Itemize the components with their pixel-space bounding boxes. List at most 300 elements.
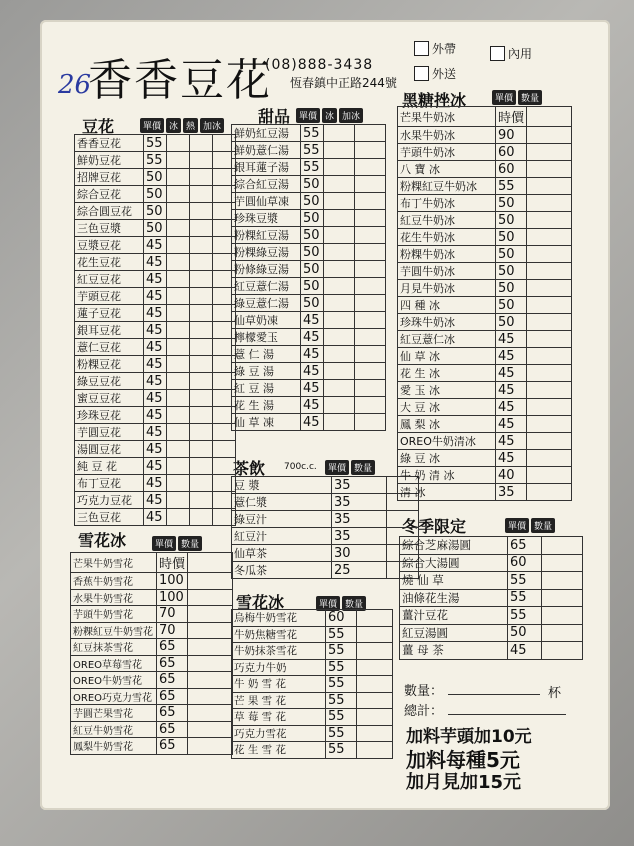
item-name: 香蕉牛奶雪花 [71, 573, 157, 590]
order-cell[interactable] [527, 433, 572, 450]
item-price: 50 [144, 169, 167, 186]
item-price: 65 [157, 721, 188, 738]
item-name: 紅豆汁 [232, 528, 332, 545]
item-price: 65 [157, 688, 188, 705]
order-cell[interactable] [167, 509, 190, 526]
item-price: 50 [301, 261, 324, 278]
order-cell[interactable] [190, 271, 213, 288]
item-name: 薏仁漿 [232, 494, 332, 511]
item-name: 純 豆 花 [75, 458, 144, 475]
item-price: 50 [301, 193, 324, 210]
item-price: 45 [496, 365, 527, 382]
item-name: 清 冰 [398, 484, 496, 501]
delivery-option[interactable]: 外送 [414, 65, 456, 82]
item-name: 巧克力豆花 [75, 492, 144, 509]
order-cell[interactable] [167, 152, 190, 169]
item-price: 60 [496, 144, 527, 161]
order-cell[interactable] [190, 186, 213, 203]
snow-left-title: 雪花冰 [78, 531, 127, 550]
order-cell[interactable] [527, 314, 572, 331]
order-cell[interactable] [527, 365, 572, 382]
item-name: 烏梅牛奶雪花 [232, 610, 326, 627]
order-cell[interactable] [190, 424, 213, 441]
item-name: 綜合圓豆花 [75, 203, 144, 220]
item-name: 紅豆湯圓 [400, 624, 508, 642]
item-name: 紅豆豆花 [75, 271, 144, 288]
order-cell[interactable] [324, 193, 355, 210]
item-price: 45 [144, 475, 167, 492]
item-price: 45 [301, 346, 324, 363]
item-price: 55 [326, 676, 357, 693]
snow-mid-title: 雪花冰 [236, 593, 285, 612]
brown-sugar-row [398, 399, 572, 416]
order-cell[interactable] [527, 229, 572, 246]
item-name: OREO巧克力雪花 [71, 688, 157, 705]
order-cell[interactable] [167, 305, 190, 322]
item-name: 綜合大湯圓 [400, 554, 508, 572]
order-cell[interactable] [188, 573, 233, 590]
item-name: 芋圓芒果雪花 [71, 705, 157, 722]
item-name: 鮮奶薏仁湯 [232, 142, 301, 159]
drinks-unit: 700c.c. [284, 462, 317, 472]
order-cell[interactable] [324, 176, 355, 193]
item-price: 50 [301, 176, 324, 193]
item-price: 45 [496, 348, 527, 365]
order-cell[interactable] [190, 135, 213, 152]
order-cell[interactable] [357, 676, 393, 693]
item-name: 鮮奶豆花 [75, 152, 144, 169]
order-cell[interactable] [167, 169, 190, 186]
item-price: 55 [508, 589, 542, 607]
order-cell[interactable] [188, 721, 233, 738]
drinks-table [231, 476, 419, 579]
item-name: 香香豆花 [75, 135, 144, 152]
item-name: 巧克力牛奶 [232, 659, 326, 676]
order-cell[interactable] [355, 227, 386, 244]
order-cell[interactable] [324, 312, 355, 329]
douhua-headers: 單價 冰 熱 加冰 [140, 118, 224, 133]
total-line [448, 714, 566, 715]
item-price: 50 [496, 314, 527, 331]
order-cell[interactable] [188, 655, 233, 672]
snow-left-row [71, 655, 233, 672]
item-name: 珍珠豆漿 [232, 210, 301, 227]
handwritten-number: 26 [58, 70, 92, 100]
dessert-row [232, 295, 386, 312]
order-cell[interactable] [324, 346, 355, 363]
item-name: 珍珠豆花 [75, 407, 144, 424]
order-cell[interactable] [190, 288, 213, 305]
item-price: 55 [144, 135, 167, 152]
douhua-row [75, 237, 236, 254]
item-price: 45 [496, 382, 527, 399]
item-price: 45 [496, 331, 527, 348]
brown-sugar-row [398, 246, 572, 263]
order-cell[interactable] [167, 390, 190, 407]
order-cell[interactable] [188, 688, 233, 705]
douhua-row [75, 254, 236, 271]
item-name: 牛 奶 雪 花 [232, 676, 326, 693]
douhua-row [75, 458, 236, 475]
order-cell[interactable] [527, 297, 572, 314]
item-price: 50 [496, 229, 527, 246]
dine-in-checkbox[interactable] [490, 46, 505, 61]
order-cell[interactable] [527, 484, 572, 501]
order-cell[interactable] [188, 589, 233, 606]
order-cell[interactable] [190, 220, 213, 237]
drinks-row [232, 511, 419, 528]
order-cell[interactable] [324, 159, 355, 176]
order-cell[interactable] [527, 280, 572, 297]
order-cell[interactable] [355, 329, 386, 346]
order-cell[interactable] [324, 210, 355, 227]
dessert-headers: 單價 冰 加冰 [296, 108, 363, 123]
item-name: 芋圓豆花 [75, 424, 144, 441]
order-cell[interactable] [188, 672, 233, 689]
item-price: 45 [144, 509, 167, 526]
note-topping: 加料每種5元 [406, 748, 520, 772]
item-name: 豆 漿 [232, 477, 332, 494]
snow-left-table [70, 552, 233, 755]
item-price: 60 [508, 554, 542, 572]
order-cell[interactable] [355, 176, 386, 193]
item-price: 50 [301, 210, 324, 227]
item-price: 45 [144, 288, 167, 305]
order-cell[interactable] [527, 144, 572, 161]
item-name: 豆漿豆花 [75, 237, 144, 254]
quantity-line [448, 694, 540, 695]
order-cell[interactable] [527, 331, 572, 348]
brown-sugar-row [398, 314, 572, 331]
order-cell[interactable] [190, 203, 213, 220]
order-cell[interactable] [190, 407, 213, 424]
item-name: OREO牛奶清冰 [398, 433, 496, 450]
drinks-row [232, 494, 419, 511]
order-cell[interactable] [167, 203, 190, 220]
order-cell[interactable] [355, 125, 386, 142]
order-cell[interactable] [527, 161, 572, 178]
douhua-row [75, 169, 236, 186]
order-cell[interactable] [188, 738, 233, 755]
item-price: 65 [157, 705, 188, 722]
order-cell[interactable] [355, 397, 386, 414]
item-name: 紅 豆 湯 [232, 380, 301, 397]
order-cell[interactable] [188, 705, 233, 722]
item-name: 綠 豆 冰 [398, 450, 496, 467]
order-cell[interactable] [357, 692, 393, 709]
dessert-row [232, 312, 386, 329]
item-price: 35 [496, 484, 527, 501]
brown-sugar-row [398, 348, 572, 365]
item-name: 水果牛奶冰 [398, 127, 496, 144]
order-cell[interactable] [167, 373, 190, 390]
order-cell[interactable] [167, 475, 190, 492]
order-cell[interactable] [190, 373, 213, 390]
order-cell[interactable] [527, 416, 572, 433]
order-cell[interactable] [167, 288, 190, 305]
drinks-row [232, 528, 419, 545]
order-cell[interactable] [188, 606, 233, 623]
order-cell[interactable] [355, 210, 386, 227]
order-cell[interactable] [167, 339, 190, 356]
order-cell[interactable] [527, 263, 572, 280]
item-name: OREO草莓雪花 [71, 655, 157, 672]
order-cell[interactable] [357, 709, 393, 726]
brown-sugar-row [398, 107, 572, 127]
order-cell[interactable] [324, 295, 355, 312]
order-cell[interactable] [167, 220, 190, 237]
order-cell[interactable] [355, 312, 386, 329]
order-cell[interactable] [190, 305, 213, 322]
item-price: 45 [144, 356, 167, 373]
douhua-row [75, 186, 236, 203]
delivery-checkbox[interactable] [414, 66, 429, 81]
drinks-row [232, 477, 419, 494]
order-cell[interactable] [167, 135, 190, 152]
item-name: 花生牛奶冰 [398, 229, 496, 246]
item-price: 65 [508, 537, 542, 555]
order-cell[interactable] [542, 537, 583, 555]
item-price: 45 [144, 492, 167, 509]
order-cell[interactable] [190, 356, 213, 373]
order-cell[interactable] [324, 227, 355, 244]
order-cell[interactable] [387, 511, 419, 528]
item-price: 65 [157, 738, 188, 755]
item-name: 鮮奶紅豆湯 [232, 125, 301, 142]
dessert-table [231, 124, 386, 431]
item-price: 45 [301, 414, 324, 431]
order-cell[interactable] [190, 509, 213, 526]
item-name: 布丁豆花 [75, 475, 144, 492]
brown-sugar-row [398, 382, 572, 399]
order-cell[interactable] [190, 254, 213, 271]
order-cell[interactable] [542, 572, 583, 590]
order-cell[interactable] [355, 278, 386, 295]
order-cell[interactable] [527, 107, 572, 127]
order-cell[interactable] [190, 441, 213, 458]
item-name: 月見牛奶冰 [398, 280, 496, 297]
item-name: 粉粿紅豆牛奶冰 [398, 178, 496, 195]
brown-sugar-row [398, 280, 572, 297]
winter-row [400, 537, 583, 555]
winter-row [400, 572, 583, 590]
order-cell[interactable] [355, 380, 386, 397]
order-cell[interactable] [167, 407, 190, 424]
douhua-row [75, 390, 236, 407]
item-name: 花 生 冰 [398, 365, 496, 382]
order-cell[interactable] [355, 159, 386, 176]
item-name: 巧克力雪花 [232, 725, 326, 742]
order-cell[interactable] [167, 492, 190, 509]
snow-mid-row [232, 742, 393, 759]
item-name: 花生豆花 [75, 254, 144, 271]
order-cell[interactable] [188, 553, 233, 573]
item-price: 45 [144, 424, 167, 441]
order-cell[interactable] [324, 244, 355, 261]
order-cell[interactable] [527, 348, 572, 365]
order-cell[interactable] [324, 414, 355, 431]
order-cell[interactable] [527, 195, 572, 212]
brown-sugar-row [398, 365, 572, 382]
order-cell[interactable] [190, 458, 213, 475]
order-cell[interactable] [190, 237, 213, 254]
item-price: 50 [301, 227, 324, 244]
order-cell[interactable] [357, 643, 393, 660]
order-cell[interactable] [357, 725, 393, 742]
order-cell[interactable] [542, 642, 583, 660]
dessert-row [232, 329, 386, 346]
snow-mid-row [232, 725, 393, 742]
item-price: 50 [508, 624, 542, 642]
item-name: 薑汁豆花 [400, 607, 508, 625]
order-cell[interactable] [167, 271, 190, 288]
order-cell[interactable] [542, 624, 583, 642]
douhua-row [75, 271, 236, 288]
order-cell[interactable] [527, 178, 572, 195]
item-price: 45 [144, 441, 167, 458]
item-price: 45 [144, 254, 167, 271]
order-cell[interactable] [324, 397, 355, 414]
order-cell[interactable] [167, 424, 190, 441]
douhua-row [75, 135, 236, 152]
item-price: 45 [301, 380, 324, 397]
item-name: 芋圓牛奶冰 [398, 263, 496, 280]
item-price: 45 [144, 322, 167, 339]
order-cell[interactable] [324, 329, 355, 346]
item-price: 50 [301, 295, 324, 312]
item-name: 牛奶抹茶雪花 [232, 643, 326, 660]
item-price: 45 [301, 397, 324, 414]
item-name: 薑 母 茶 [400, 642, 508, 660]
order-cell[interactable] [324, 278, 355, 295]
order-cell[interactable] [542, 607, 583, 625]
item-price: 45 [301, 312, 324, 329]
order-cell[interactable] [190, 152, 213, 169]
item-name: 紅豆牛奶雪花 [71, 721, 157, 738]
douhua-row [75, 492, 236, 509]
brown-sugar-row [398, 127, 572, 144]
item-price: 55 [301, 159, 324, 176]
item-price: 55 [301, 142, 324, 159]
snow-left-row [71, 688, 233, 705]
item-name: 冬瓜茶 [232, 562, 332, 579]
order-cell[interactable] [188, 639, 233, 656]
order-cell[interactable] [355, 193, 386, 210]
item-name: 鳳 梨 冰 [398, 416, 496, 433]
order-cell[interactable] [527, 246, 572, 263]
order-cell[interactable] [357, 626, 393, 643]
dessert-row [232, 278, 386, 295]
order-cell[interactable] [355, 142, 386, 159]
order-cell[interactable] [527, 450, 572, 467]
item-name: 綜合紅豆湯 [232, 176, 301, 193]
item-price: 55 [144, 152, 167, 169]
order-cell[interactable] [357, 659, 393, 676]
snow-mid-row [232, 676, 393, 693]
order-cell[interactable] [357, 742, 393, 759]
order-cell[interactable] [324, 261, 355, 278]
order-cell[interactable] [167, 441, 190, 458]
order-cell[interactable] [190, 492, 213, 509]
item-name: 仙 草 凍 [232, 414, 301, 431]
order-cell[interactable] [167, 356, 190, 373]
takeout-checkbox[interactable] [414, 41, 429, 56]
winter-row [400, 642, 583, 660]
order-cell[interactable] [188, 622, 233, 639]
winter-headers: 單價 數量 [505, 518, 555, 533]
item-name: 三色豆漿 [75, 220, 144, 237]
order-cell[interactable] [190, 339, 213, 356]
order-cell[interactable] [167, 254, 190, 271]
item-price: 70 [157, 622, 188, 639]
order-cell[interactable] [167, 186, 190, 203]
order-cell[interactable] [213, 458, 236, 475]
order-cell[interactable] [357, 610, 393, 627]
order-cell[interactable] [527, 212, 572, 229]
order-cell[interactable] [324, 125, 355, 142]
douhua-row [75, 373, 236, 390]
item-name: 牛 奶 清 冰 [398, 467, 496, 484]
item-name: 湯圓豆花 [75, 441, 144, 458]
douhua-row [75, 220, 236, 237]
order-cell[interactable] [355, 363, 386, 380]
order-cell[interactable] [167, 322, 190, 339]
snow-mid-row [232, 659, 393, 676]
item-name: 牛奶焦糖雪花 [232, 626, 326, 643]
dessert-row [232, 142, 386, 159]
winter-row [400, 624, 583, 642]
order-cell[interactable] [355, 414, 386, 431]
order-cell[interactable] [355, 346, 386, 363]
brown-sugar-row [398, 229, 572, 246]
order-cell[interactable] [542, 554, 583, 572]
takeout-option[interactable]: 外帶 [414, 40, 456, 57]
order-cell[interactable] [190, 390, 213, 407]
order-cell[interactable] [190, 322, 213, 339]
item-name: 芒 果 雪 花 [232, 692, 326, 709]
item-price: 45 [144, 339, 167, 356]
item-name: 四 種 冰 [398, 297, 496, 314]
order-cell[interactable] [542, 589, 583, 607]
item-name: 芒果牛奶雪花 [71, 553, 157, 573]
order-cell[interactable] [324, 363, 355, 380]
order-cell[interactable] [190, 475, 213, 492]
item-name: 粉粿豆花 [75, 356, 144, 373]
order-cell[interactable] [527, 127, 572, 144]
item-name: 仙 草 冰 [398, 348, 496, 365]
order-cell[interactable] [527, 467, 572, 484]
address: 恆春鎮中正路244號 [290, 76, 397, 90]
dine-in-option[interactable]: 內用 [490, 45, 532, 62]
douhua-row [75, 288, 236, 305]
order-cell[interactable] [190, 169, 213, 186]
order-cell[interactable] [167, 237, 190, 254]
item-name: 燒 仙 草 [400, 572, 508, 590]
order-cell[interactable] [167, 458, 190, 475]
item-price: 55 [508, 572, 542, 590]
brown-sugar-row [398, 144, 572, 161]
order-cell[interactable] [213, 441, 236, 458]
order-cell[interactable] [355, 295, 386, 312]
douhua-row [75, 322, 236, 339]
order-cell[interactable] [324, 380, 355, 397]
order-cell[interactable] [527, 382, 572, 399]
item-price: 50 [496, 246, 527, 263]
order-cell[interactable] [527, 399, 572, 416]
order-cell[interactable] [355, 244, 386, 261]
order-cell[interactable] [324, 142, 355, 159]
order-cell[interactable] [355, 261, 386, 278]
